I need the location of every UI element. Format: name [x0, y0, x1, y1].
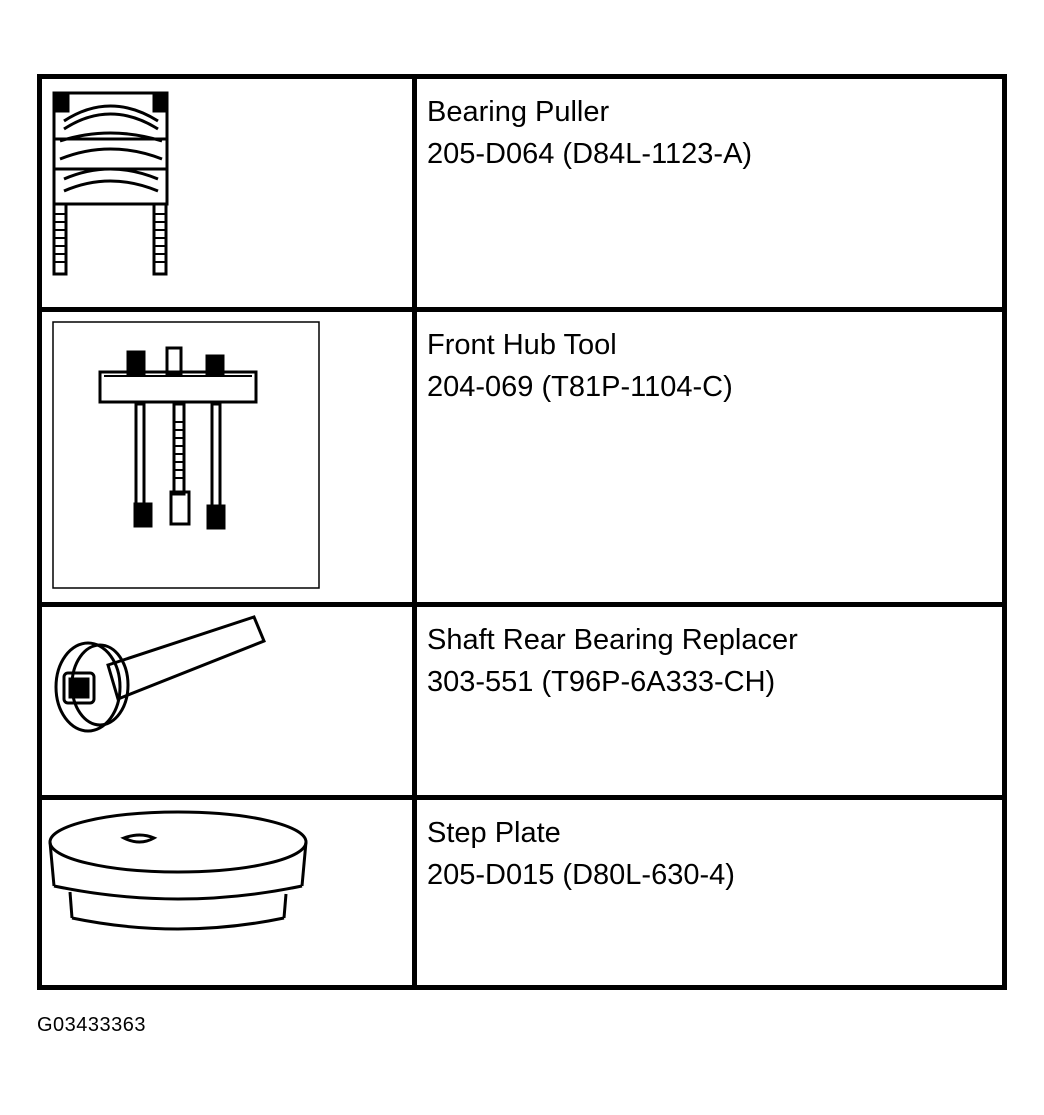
tool-part-number: 204-069 (T81P-1104-C) [427, 371, 733, 403]
tool-info-cell [417, 312, 1002, 602]
tool-image-cell [42, 800, 412, 985]
tool-name: Step Plate [427, 817, 561, 849]
tool-info-cell [417, 607, 1002, 795]
tool-image-cell [42, 607, 412, 795]
tool-name: Shaft Rear Bearing Replacer [427, 624, 798, 656]
bearing-replacer-illustration [42, 607, 412, 795]
special-tools-table [37, 74, 1007, 990]
tool-part-number: 205-D064 (D84L-1123-A) [427, 138, 753, 170]
tool-info-cell [417, 800, 1002, 985]
bearing-puller-illustration [42, 79, 412, 307]
tool-image-cell [42, 312, 412, 602]
figure-id: G03433363 [37, 1014, 147, 1036]
step-plate-illustration [42, 800, 412, 985]
tool-part-number: 205-D015 (D80L-630-4) [427, 859, 735, 891]
tool-image-cell [42, 79, 412, 307]
tool-info-cell [417, 79, 1002, 307]
tool-name: Bearing Puller [427, 96, 610, 128]
tool-name: Front Hub Tool [427, 329, 617, 361]
tool-part-number: 303-551 (T96P-6A333-CH) [427, 666, 776, 698]
front-hub-tool-illustration [42, 312, 412, 602]
